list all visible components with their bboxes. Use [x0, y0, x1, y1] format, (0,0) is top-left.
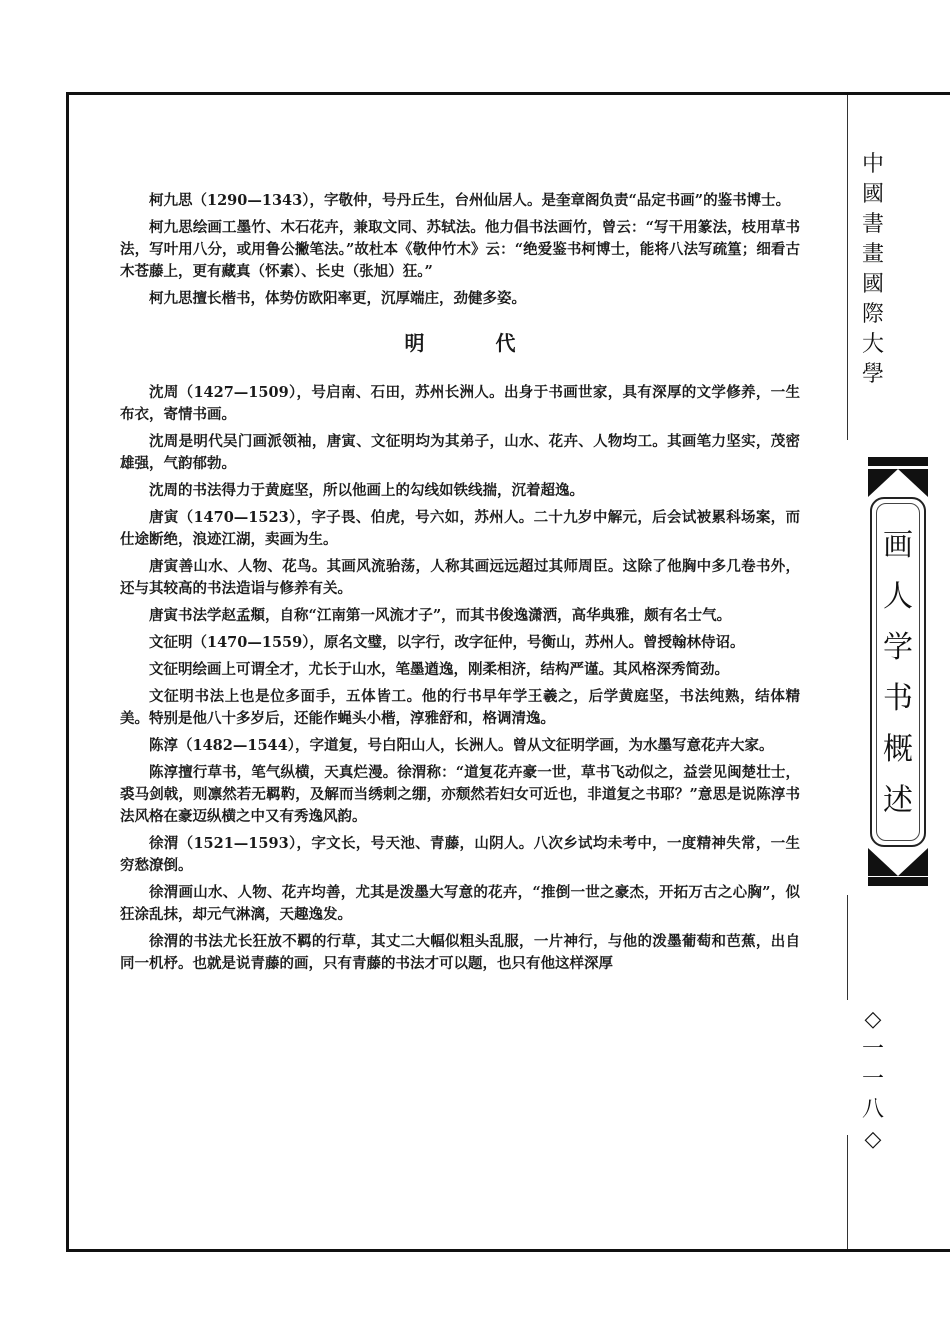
paragraph: 柯九思（1290—1343），字敬仲，号丹丘生，台州仙居人。是奎章阁负责“品定书画”的鉴书博士。	[149, 192, 791, 209]
university-char: 畫	[861, 242, 884, 267]
sidebar-divider	[847, 895, 848, 1000]
page-number	[858, 1005, 888, 1155]
page-body	[120, 190, 800, 980]
paragraph: 沈周是明代吴门画派领袖，唐寅、文征明均为其弟子，山水、花卉、人物均工。其画笔力坚实，茂密雄强，气韵郁勃。	[120, 433, 800, 472]
book-title	[870, 520, 926, 826]
page-number-char: 一	[861, 1037, 884, 1062]
book-title-char: 人	[883, 579, 913, 614]
paragraph: 唐寅书法学赵孟頫，自称“江南第一风流才子”，而其书俊逸潇洒，高华典雅，颇有名士气。	[149, 607, 732, 624]
university-char: 際	[861, 302, 884, 327]
page-number-char: ◇	[864, 1127, 882, 1152]
paragraph: 沈周的书法得力于黄庭坚，所以他画上的勾线如铁线揣，沉着超逸。	[149, 482, 584, 499]
paragraph: 徐渭的书法尤长狂放不羁的行草，其丈二大幅似粗头乱服，一片神行，与他的泼墨葡萄和芭蕉，出自同一机杼。也就是说青藤的画，只有青藤的书法才可以题，也只有他这样深厚	[120, 933, 800, 972]
paragraph: 柯九思擅长楷书，体势仿欧阳率更，沉厚端庄，劲健多姿。	[149, 290, 526, 307]
university-name	[858, 150, 888, 390]
paragraph: 文征明绘画上可谓全才，尤长于山水，笔墨遒逸，刚柔相济，结构严谨。其风格深秀简劲。	[149, 661, 729, 678]
paragraph: 徐渭画山水、人物、花卉均善，尤其是泼墨大写意的花卉，“推倒一世之豪杰，开拓万古之心胸”，似狂涂乱抹，却元气淋漓，天趣逸发。	[120, 884, 800, 923]
book-title-char: 述	[883, 783, 913, 818]
university-char: 國	[861, 182, 884, 207]
book-title-char: 概	[883, 732, 913, 767]
paragraph: 文征明（1470—1559），原名文璧，以字行，改字征仲，号衡山，苏州人。曾授翰林侍诏。	[149, 634, 745, 651]
university-char: 學	[861, 362, 884, 387]
decorative-notch	[868, 469, 928, 497]
decorative-notch	[868, 848, 928, 876]
university-char: 中	[861, 152, 884, 177]
paragraph: 唐寅（1470—1523），字子畏、伯虎，号六如，苏州人。二十九岁中解元，后会试被累科场案，而仕途断绝，浪迹江湖，卖画为生。	[120, 509, 800, 548]
paragraph: 陈淳（1482—1544），字道复，号白阳山人，长洲人。曾从文征明学画，为水墨写意花卉大家。	[149, 737, 774, 754]
university-char: 國	[861, 272, 884, 297]
sidebar-divider	[847, 95, 848, 440]
paragraph: 文征明书法上也是位多面手，五体皆工。他的行书早年学王羲之，后学黄庭坚，书法纯熟，结体精美。特别是他八十多岁后，还能作蝇头小楷，淳雅舒和，格调清逸。	[120, 688, 800, 727]
book-title-char: 书	[883, 681, 913, 716]
decorative-bar	[868, 457, 928, 466]
sidebar-divider	[847, 1135, 848, 1249]
paragraph: 唐寅善山水、人物、花鸟。其画风流骀荡，人称其画远远超过其师周臣。这除了他胸中多几卷书外，还与其较高的书法造诣与修养有关。	[120, 558, 800, 597]
section-heading: 明 代	[404, 331, 548, 355]
university-char: 書	[861, 212, 884, 237]
paragraph: 沈周（1427—1509），号启南、石田，苏州长洲人。出身于书画世家，具有深厚的文学修养，一生布衣，寄情书画。	[120, 384, 800, 423]
paragraph: 徐渭（1521—1593），字文长，号天池、青藤，山阴人。八次乡试均未考中，一度精神失常，一生穷愁潦倒。	[120, 835, 800, 874]
page-number-char: 一	[861, 1067, 884, 1092]
book-title-char: 学	[883, 630, 913, 665]
paragraph: 柯九思绘画工墨竹、木石花卉，兼取文同、苏轼法。他力倡书法画竹，曾云：“写干用篆法，枝用草书法，写叶用八分，或用鲁公撇笔法。”故杜本《敬仲竹木》云：“绝爱鉴书柯博士，能将八法写疏篁；细看古木苍藤上，更有藏真（怀素）、长史（张旭）狂。”	[120, 219, 800, 280]
page-number-char: 八	[861, 1097, 884, 1122]
paragraph: 陈淳擅行草书，笔气纵横，天真烂漫。徐渭称：“道复花卉豪一世，草书飞动似之，益尝见闽楚壮士，裘马剑戟，则凛然若无羁靮，及解而当绣刺之绷，亦颓然若妇女可近也，非道复之书耶？”意思是说陈淳书法风格在豪迈纵横之中又有秀逸风韵。	[120, 764, 800, 825]
decorative-bar	[868, 877, 928, 886]
university-char: 大	[861, 332, 884, 357]
book-title-char: 画	[883, 528, 913, 563]
page-number-char: ◇	[864, 1007, 882, 1032]
